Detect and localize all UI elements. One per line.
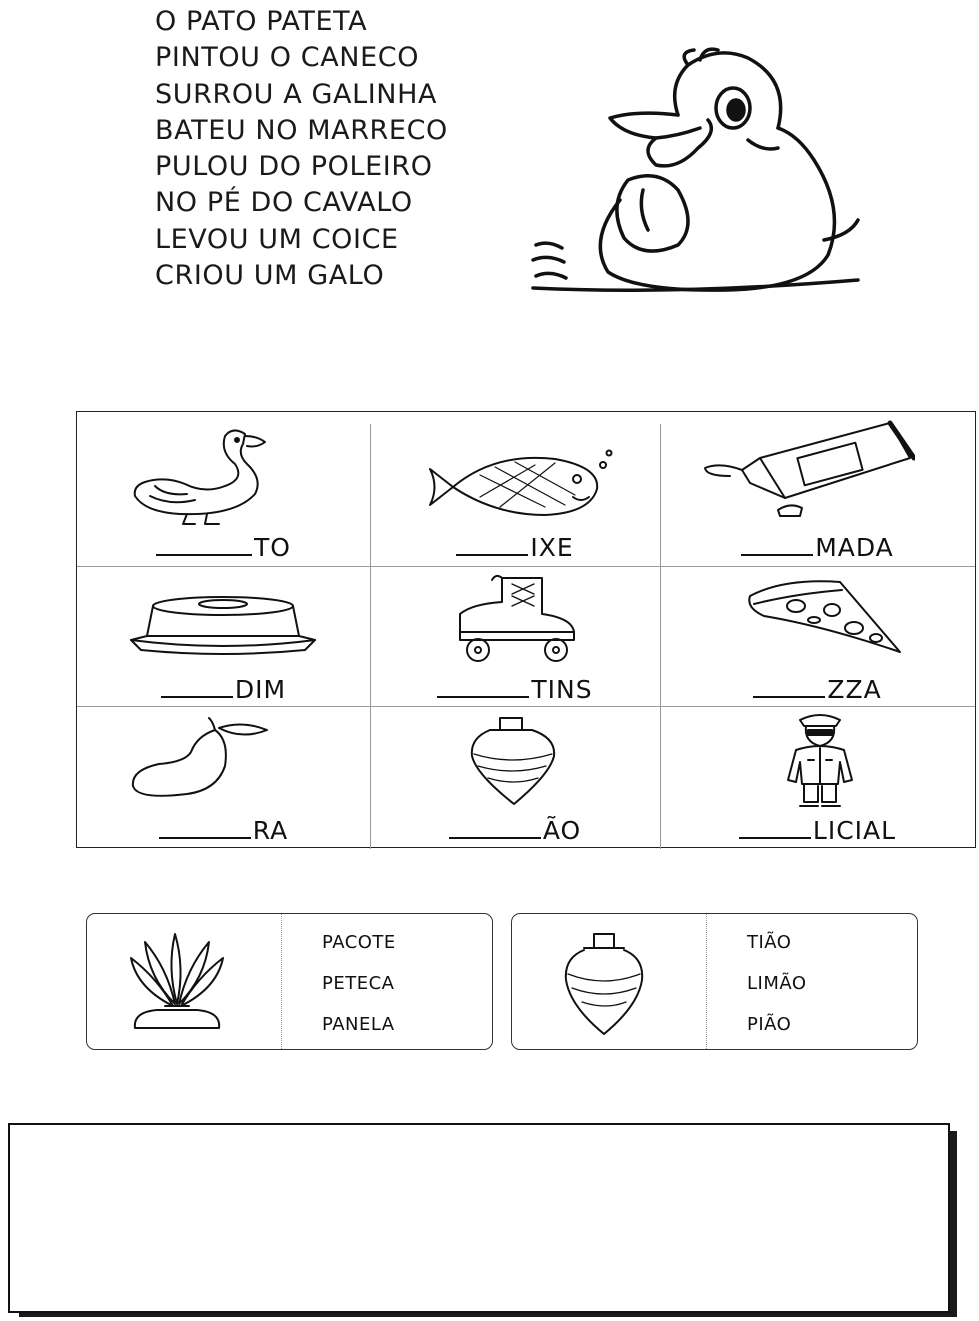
word-options [747,922,807,1045]
answer-blank[interactable] [437,674,529,698]
syllable-completion-grid [76,411,976,848]
syllable-suffix: MADA [815,533,894,562]
syllable-suffix: TINS [531,675,593,704]
poem-line: CRIOU UM GALO [155,260,385,292]
word-choice-box [86,913,493,1050]
answer-blank[interactable] [741,532,813,556]
syllable-prompt [77,532,370,564]
grid-cell [77,566,370,706]
poem [155,4,448,294]
pizza-slice-icon [744,576,904,656]
syllable-suffix: RA [252,816,289,845]
grid-cell [370,566,660,706]
writing-area[interactable] [8,1123,950,1313]
syllable-prompt [660,532,975,564]
poem-line: SURROU A GALINHA [155,78,438,110]
syllable-suffix: LICIAL [812,816,897,845]
syllable-prompt [77,815,370,847]
syllable-suffix: IXE [530,533,574,562]
word-options [322,922,396,1045]
grid-cell [370,412,660,564]
poem-line: LEVOU UM COICE [155,223,399,255]
syllable-suffix: ZZA [827,675,882,704]
syllable-prompt [370,815,660,847]
poem-line: O PATO PATETA [155,6,368,37]
grid-cell [370,706,660,847]
word-option[interactable]: PETECA [322,973,395,994]
grid-cell [660,412,975,564]
roller-skate-icon [452,574,582,664]
poem-line: NO PÉ DO CAVALO [155,187,413,219]
toothpaste-icon [700,418,915,518]
box-divider [281,914,282,1049]
word-option[interactable]: PANELA [322,1014,395,1035]
grid-cell [660,566,975,706]
word-option[interactable]: LIMÃO [747,973,807,994]
answer-blank[interactable] [159,815,251,839]
syllable-prompt [370,532,660,564]
grid-cell [77,412,370,564]
word-option[interactable]: TIÃO [747,932,792,953]
syllable-prompt [660,815,975,847]
box-divider [706,914,707,1049]
answer-blank[interactable] [449,815,541,839]
syllable-suffix: DIM [234,675,287,704]
duck-icon [125,424,275,526]
police-officer-icon [760,710,880,808]
poem-line: BATEU NO MARRECO [155,114,448,146]
syllable-suffix: TO [254,533,291,562]
word-option[interactable]: PACOTE [322,932,396,953]
word-choice-box [511,913,918,1050]
spinning-top-icon [562,930,646,1038]
poem-line: PINTOU O CANECO [155,42,420,74]
grid-cell [77,706,370,847]
syllable-suffix: ÃO [542,816,582,845]
pear-icon [127,716,272,798]
shuttlecock-icon [127,928,227,1034]
answer-blank[interactable] [161,674,233,698]
word-option[interactable]: PIÃO [747,1014,792,1035]
spinning-top-icon [466,714,560,806]
answer-blank[interactable] [156,532,252,556]
answer-blank[interactable] [753,674,825,698]
poem-line: PULOU DO POLEIRO [155,151,433,183]
answer-blank[interactable] [739,815,811,839]
answer-blank[interactable] [456,532,528,556]
fish-icon [425,447,615,519]
syllable-prompt [77,674,370,706]
syllable-prompt [370,674,660,706]
syllable-prompt [660,674,975,706]
grid-cell [660,706,975,847]
duckling-illustration [528,40,868,300]
pudding-icon [125,594,321,656]
